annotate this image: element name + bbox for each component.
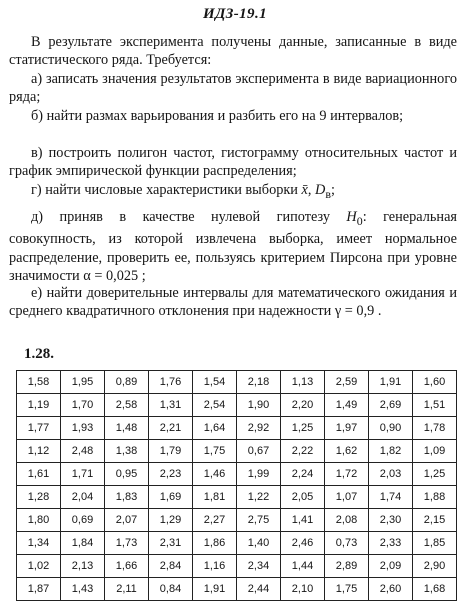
table-cell: 0,89 bbox=[105, 371, 149, 394]
table-row bbox=[17, 555, 457, 578]
table-cell: 1,16 bbox=[193, 555, 237, 578]
table-cell: 1,84 bbox=[61, 532, 105, 555]
table-cell: 1,85 bbox=[413, 532, 457, 555]
task-d-separator: , bbox=[307, 182, 316, 198]
table-cell: 1,70 bbox=[61, 394, 105, 417]
table-cell: 1,19 bbox=[17, 394, 61, 417]
table-cell: 2,84 bbox=[149, 555, 193, 578]
document-title: ИДЗ-19.1 bbox=[203, 6, 267, 22]
table-cell: 2,18 bbox=[237, 371, 281, 394]
table-cell: 2,31 bbox=[149, 532, 193, 555]
table-cell: 1,80 bbox=[17, 509, 61, 532]
table-cell: 1,54 bbox=[193, 371, 237, 394]
table-cell: 2,89 bbox=[325, 555, 369, 578]
table-cell: 1,49 bbox=[325, 394, 369, 417]
table-cell: 2,33 bbox=[369, 532, 413, 555]
task-d bbox=[9, 181, 457, 203]
table-row bbox=[17, 394, 457, 417]
hypothesis-symbol: H bbox=[346, 209, 357, 225]
sample-variance-subscript: в bbox=[325, 186, 331, 201]
table-cell: 1,46 bbox=[193, 463, 237, 486]
table-row bbox=[17, 578, 457, 601]
table-cell: 1,07 bbox=[325, 486, 369, 509]
table-cell: 2,04 bbox=[61, 486, 105, 509]
table-cell: 1,29 bbox=[149, 509, 193, 532]
table-cell: 1,75 bbox=[193, 440, 237, 463]
table-cell: 2,22 bbox=[281, 440, 325, 463]
table-cell: 2,92 bbox=[237, 417, 281, 440]
table-cell: 0,90 bbox=[369, 417, 413, 440]
table-cell: 1,86 bbox=[193, 532, 237, 555]
sample-mean-symbol: x̄ bbox=[301, 182, 308, 198]
table-cell: 0,84 bbox=[149, 578, 193, 601]
table-cell: 2,75 bbox=[237, 509, 281, 532]
table-cell: 1,72 bbox=[325, 463, 369, 486]
table-cell: 1,40 bbox=[237, 532, 281, 555]
table-cell: 1,76 bbox=[149, 371, 193, 394]
table-cell: 1,22 bbox=[237, 486, 281, 509]
table-cell: 1,87 bbox=[17, 578, 61, 601]
table-cell: 2,05 bbox=[281, 486, 325, 509]
table-cell: 2,08 bbox=[325, 509, 369, 532]
table-cell: 2,46 bbox=[281, 532, 325, 555]
table-cell: 1,69 bbox=[149, 486, 193, 509]
table-cell: 2,59 bbox=[325, 371, 369, 394]
table-cell: 1,38 bbox=[105, 440, 149, 463]
task-e-prefix: д) приняв в качестве нулевой гипотезу bbox=[31, 209, 347, 225]
table-cell: 2,11 bbox=[105, 578, 149, 601]
table-cell: 2,21 bbox=[149, 417, 193, 440]
table-row bbox=[17, 417, 457, 440]
hypothesis-subscript: 0 bbox=[356, 213, 363, 228]
table-cell: 1,91 bbox=[369, 371, 413, 394]
significance-level: α = 0,025 bbox=[83, 268, 139, 285]
table-cell: 1,78 bbox=[413, 417, 457, 440]
table-cell: 0,95 bbox=[105, 463, 149, 486]
table-cell: 2,27 bbox=[193, 509, 237, 532]
task-e bbox=[9, 208, 457, 285]
table-cell: 2,24 bbox=[281, 463, 325, 486]
task-f-end: . bbox=[374, 303, 382, 320]
table-cell: 2,54 bbox=[193, 394, 237, 417]
table-cell: 0,67 bbox=[237, 440, 281, 463]
intro-paragraph: В результате эксперимента получены данные, записанные в виде статистического ряда. Требуется: bbox=[9, 34, 457, 69]
table-cell: 1,58 bbox=[17, 371, 61, 394]
table-cell: 2,60 bbox=[369, 578, 413, 601]
table-cell: 1,88 bbox=[413, 486, 457, 509]
table-row bbox=[17, 440, 457, 463]
table-cell: 0,73 bbox=[325, 532, 369, 555]
table-cell: 0,69 bbox=[61, 509, 105, 532]
table-cell: 2,15 bbox=[413, 509, 457, 532]
table-cell: 1,77 bbox=[17, 417, 61, 440]
table-row bbox=[17, 509, 457, 532]
table-cell: 1,81 bbox=[193, 486, 237, 509]
table-cell: 2,44 bbox=[237, 578, 281, 601]
task-f bbox=[9, 284, 457, 321]
task-e-end: ; bbox=[138, 268, 146, 285]
table-cell: 1,13 bbox=[281, 371, 325, 394]
table-cell: 2,03 bbox=[369, 463, 413, 486]
confidence-level: γ = 0,9 bbox=[334, 303, 375, 320]
sample-variance-symbol: D bbox=[315, 182, 326, 198]
table-cell: 1,48 bbox=[105, 417, 149, 440]
table-row bbox=[17, 463, 457, 486]
table-cell: 1,79 bbox=[149, 440, 193, 463]
table-cell: 2,23 bbox=[149, 463, 193, 486]
table-cell: 1,41 bbox=[281, 509, 325, 532]
table-cell: 1,66 bbox=[105, 555, 149, 578]
table-cell: 2,90 bbox=[413, 555, 457, 578]
table-cell: 1,90 bbox=[237, 394, 281, 417]
table-cell: 1,93 bbox=[61, 417, 105, 440]
sample-data-table-body bbox=[17, 371, 457, 601]
task-d-end: ; bbox=[331, 182, 335, 198]
table-cell: 2,07 bbox=[105, 509, 149, 532]
table-cell: 1,74 bbox=[369, 486, 413, 509]
table-cell: 1,60 bbox=[413, 371, 457, 394]
table-cell: 1,09 bbox=[413, 440, 457, 463]
table-cell: 1,97 bbox=[325, 417, 369, 440]
table-cell: 1,31 bbox=[149, 394, 193, 417]
table-cell: 1,83 bbox=[105, 486, 149, 509]
table-cell: 1,25 bbox=[413, 463, 457, 486]
problem-number: 1.28. bbox=[24, 346, 54, 362]
task-a: а) записать значения результатов эксперимента в виде вариационного ряда; bbox=[9, 71, 457, 106]
table-cell: 1,91 bbox=[193, 578, 237, 601]
table-cell: 1,82 bbox=[369, 440, 413, 463]
table-cell: 1,64 bbox=[193, 417, 237, 440]
table-cell: 2,34 bbox=[237, 555, 281, 578]
table-cell: 2,13 bbox=[61, 555, 105, 578]
table-cell: 1,12 bbox=[17, 440, 61, 463]
table-cell: 2,69 bbox=[369, 394, 413, 417]
table-cell: 2,48 bbox=[61, 440, 105, 463]
table-cell: 1,28 bbox=[17, 486, 61, 509]
table-cell: 2,09 bbox=[369, 555, 413, 578]
table-cell: 1,43 bbox=[61, 578, 105, 601]
table-cell: 1,71 bbox=[61, 463, 105, 486]
table-cell: 2,30 bbox=[369, 509, 413, 532]
table-cell: 1,62 bbox=[325, 440, 369, 463]
table-cell: 1,51 bbox=[413, 394, 457, 417]
table-cell: 2,10 bbox=[281, 578, 325, 601]
table-cell: 2,58 bbox=[105, 394, 149, 417]
table-cell: 2,20 bbox=[281, 394, 325, 417]
table-cell: 1,02 bbox=[17, 555, 61, 578]
table-cell: 1,99 bbox=[237, 463, 281, 486]
task-c: в) построить полигон частот, гистограмму относительных частот и график эмпирической функции распределения; bbox=[9, 145, 457, 180]
table-cell: 1,34 bbox=[17, 532, 61, 555]
task-b: б) найти размах варьирования и разбить его на 9 интервалов; bbox=[31, 108, 404, 124]
table-cell: 1,25 bbox=[281, 417, 325, 440]
table-cell: 1,95 bbox=[61, 371, 105, 394]
table-cell: 1,73 bbox=[105, 532, 149, 555]
table-cell: 1,68 bbox=[413, 578, 457, 601]
table-row bbox=[17, 532, 457, 555]
table-row bbox=[17, 371, 457, 394]
table-row bbox=[17, 486, 457, 509]
table-cell: 1,61 bbox=[17, 463, 61, 486]
table-cell: 1,75 bbox=[325, 578, 369, 601]
task-d-text: г) найти числовые характеристики выборки bbox=[31, 182, 302, 198]
table-cell: 1,44 bbox=[281, 555, 325, 578]
task-f-text: е) найти доверительные интервалы для математического ожидания и среднего квадратичного отклонения при надежности bbox=[9, 285, 457, 320]
sample-data-table bbox=[16, 370, 457, 601]
task-e-text: : генеральная совокупность, из которой извлечена выборка, имеет нормальное распределение, проверить ее, пользуясь критерием Пирсона при уровне значимости bbox=[9, 209, 457, 285]
